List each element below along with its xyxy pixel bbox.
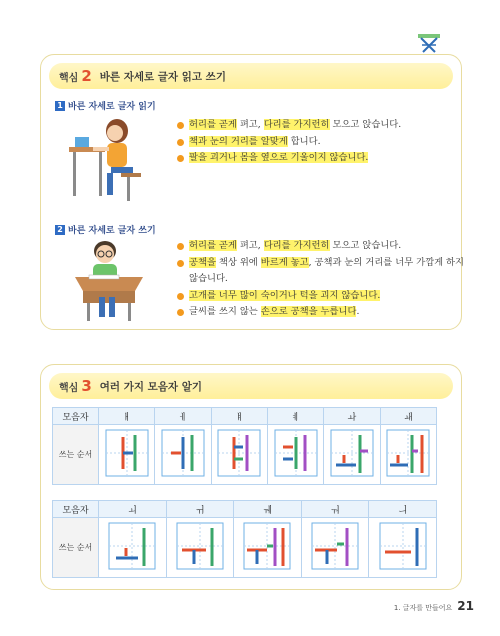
stroke-order-cell (155, 425, 211, 485)
section-banner (49, 63, 453, 89)
list-item: 책과 눈의 거리를 알맞게 합니다. (177, 134, 467, 151)
stroke-order-cell (324, 425, 380, 485)
section-banner (49, 373, 453, 399)
bullet-dot (177, 155, 184, 162)
page-footer (394, 599, 474, 613)
table-row (53, 425, 437, 485)
stroke-order-cell (99, 518, 167, 578)
list-item: 허리를 곧게 펴고, 다리를 가지런히 모으고 앉습니다. (177, 117, 467, 134)
core-label: 핵심 (59, 382, 79, 394)
vowel-cell: ㅖ (267, 408, 323, 425)
bullet-dot (177, 122, 184, 129)
core-label: 핵심 (59, 72, 79, 84)
list-item: 공책을 책상 위에 바르게 놓고, 공책과 눈의 거리를 너무 가깝게 하지 않습니다. (177, 255, 467, 288)
stroke-order-cell (380, 425, 436, 485)
core-number: 3 (81, 377, 92, 395)
stroke-order-cell (166, 518, 234, 578)
list-item: 고개를 너무 많이 숙이거나 턱을 괴지 않습니다. (177, 288, 467, 305)
page-number: 21 (457, 599, 474, 613)
table-row (53, 518, 437, 578)
writing-bullet-list (177, 238, 467, 321)
table-row (53, 408, 437, 425)
stroke-order-cell (211, 425, 267, 485)
vowel-cell: ㅞ (234, 501, 302, 518)
bullet-dot (177, 260, 184, 267)
easel-icon (416, 32, 442, 54)
section-title: 바른 자세로 글자 읽고 쓰기 (99, 70, 226, 83)
vowel-cell: ㅟ (166, 501, 234, 518)
vowel-cell: ㅒ (211, 408, 267, 425)
table-row (53, 501, 437, 518)
section-title: 여러 가지 모음자 알기 (99, 380, 203, 393)
stroke-order-label: 쓰는 순서 (53, 425, 99, 485)
core-number: 2 (81, 67, 92, 85)
stroke-order-label: 쓰는 순서 (53, 518, 99, 578)
writing-boy-illustration (71, 237, 147, 323)
vowel-header-label: 모음자 (53, 408, 99, 425)
core2-card (40, 54, 465, 330)
list-item: 글씨를 쓰지 않는 손으로 공책을 누릅니다. (177, 304, 467, 321)
vowel-table-2 (52, 500, 437, 578)
stroke-order-cell (301, 518, 369, 578)
subheading-text: 바른 자세로 글자 읽기 (68, 102, 156, 112)
list-item: 허리를 곧게 펴고, 다리를 가지런히 모으고 앉습니다. (177, 238, 467, 255)
bullet-dot (177, 243, 184, 250)
vowel-header-label: 모음자 (53, 501, 99, 518)
reading-subheading (55, 99, 156, 112)
subheading-text: 바른 자세로 글자 쓰기 (68, 226, 156, 236)
badge: 2 (55, 225, 65, 235)
reading-bullet-list (177, 117, 467, 167)
vowel-cell: ㅔ (155, 408, 211, 425)
vowel-cell: ㅚ (99, 501, 167, 518)
reading-girl-illustration (65, 113, 141, 205)
vowel-table-1 (52, 407, 437, 485)
chapter-label: 1. 글자를 만들어요 (393, 604, 453, 612)
vowel-cell: ㅝ (301, 501, 369, 518)
stroke-order-cell (234, 518, 302, 578)
vowel-cell: ㅙ (380, 408, 436, 425)
writing-subheading (55, 223, 156, 236)
stroke-order-cell (267, 425, 323, 485)
bullet-dot (177, 293, 184, 300)
vowel-cell: ㅐ (99, 408, 155, 425)
stroke-order-cell (99, 425, 155, 485)
bullet-dot (177, 309, 184, 316)
badge: 1 (55, 101, 65, 111)
vowel-cell: ㅘ (324, 408, 380, 425)
stroke-order-cell (369, 518, 437, 578)
vowel-cell: ㅢ (369, 501, 437, 518)
list-item: 팔을 괴거나 몸을 옆으로 기울이지 않습니다. (177, 150, 467, 167)
bullet-dot (177, 139, 184, 146)
